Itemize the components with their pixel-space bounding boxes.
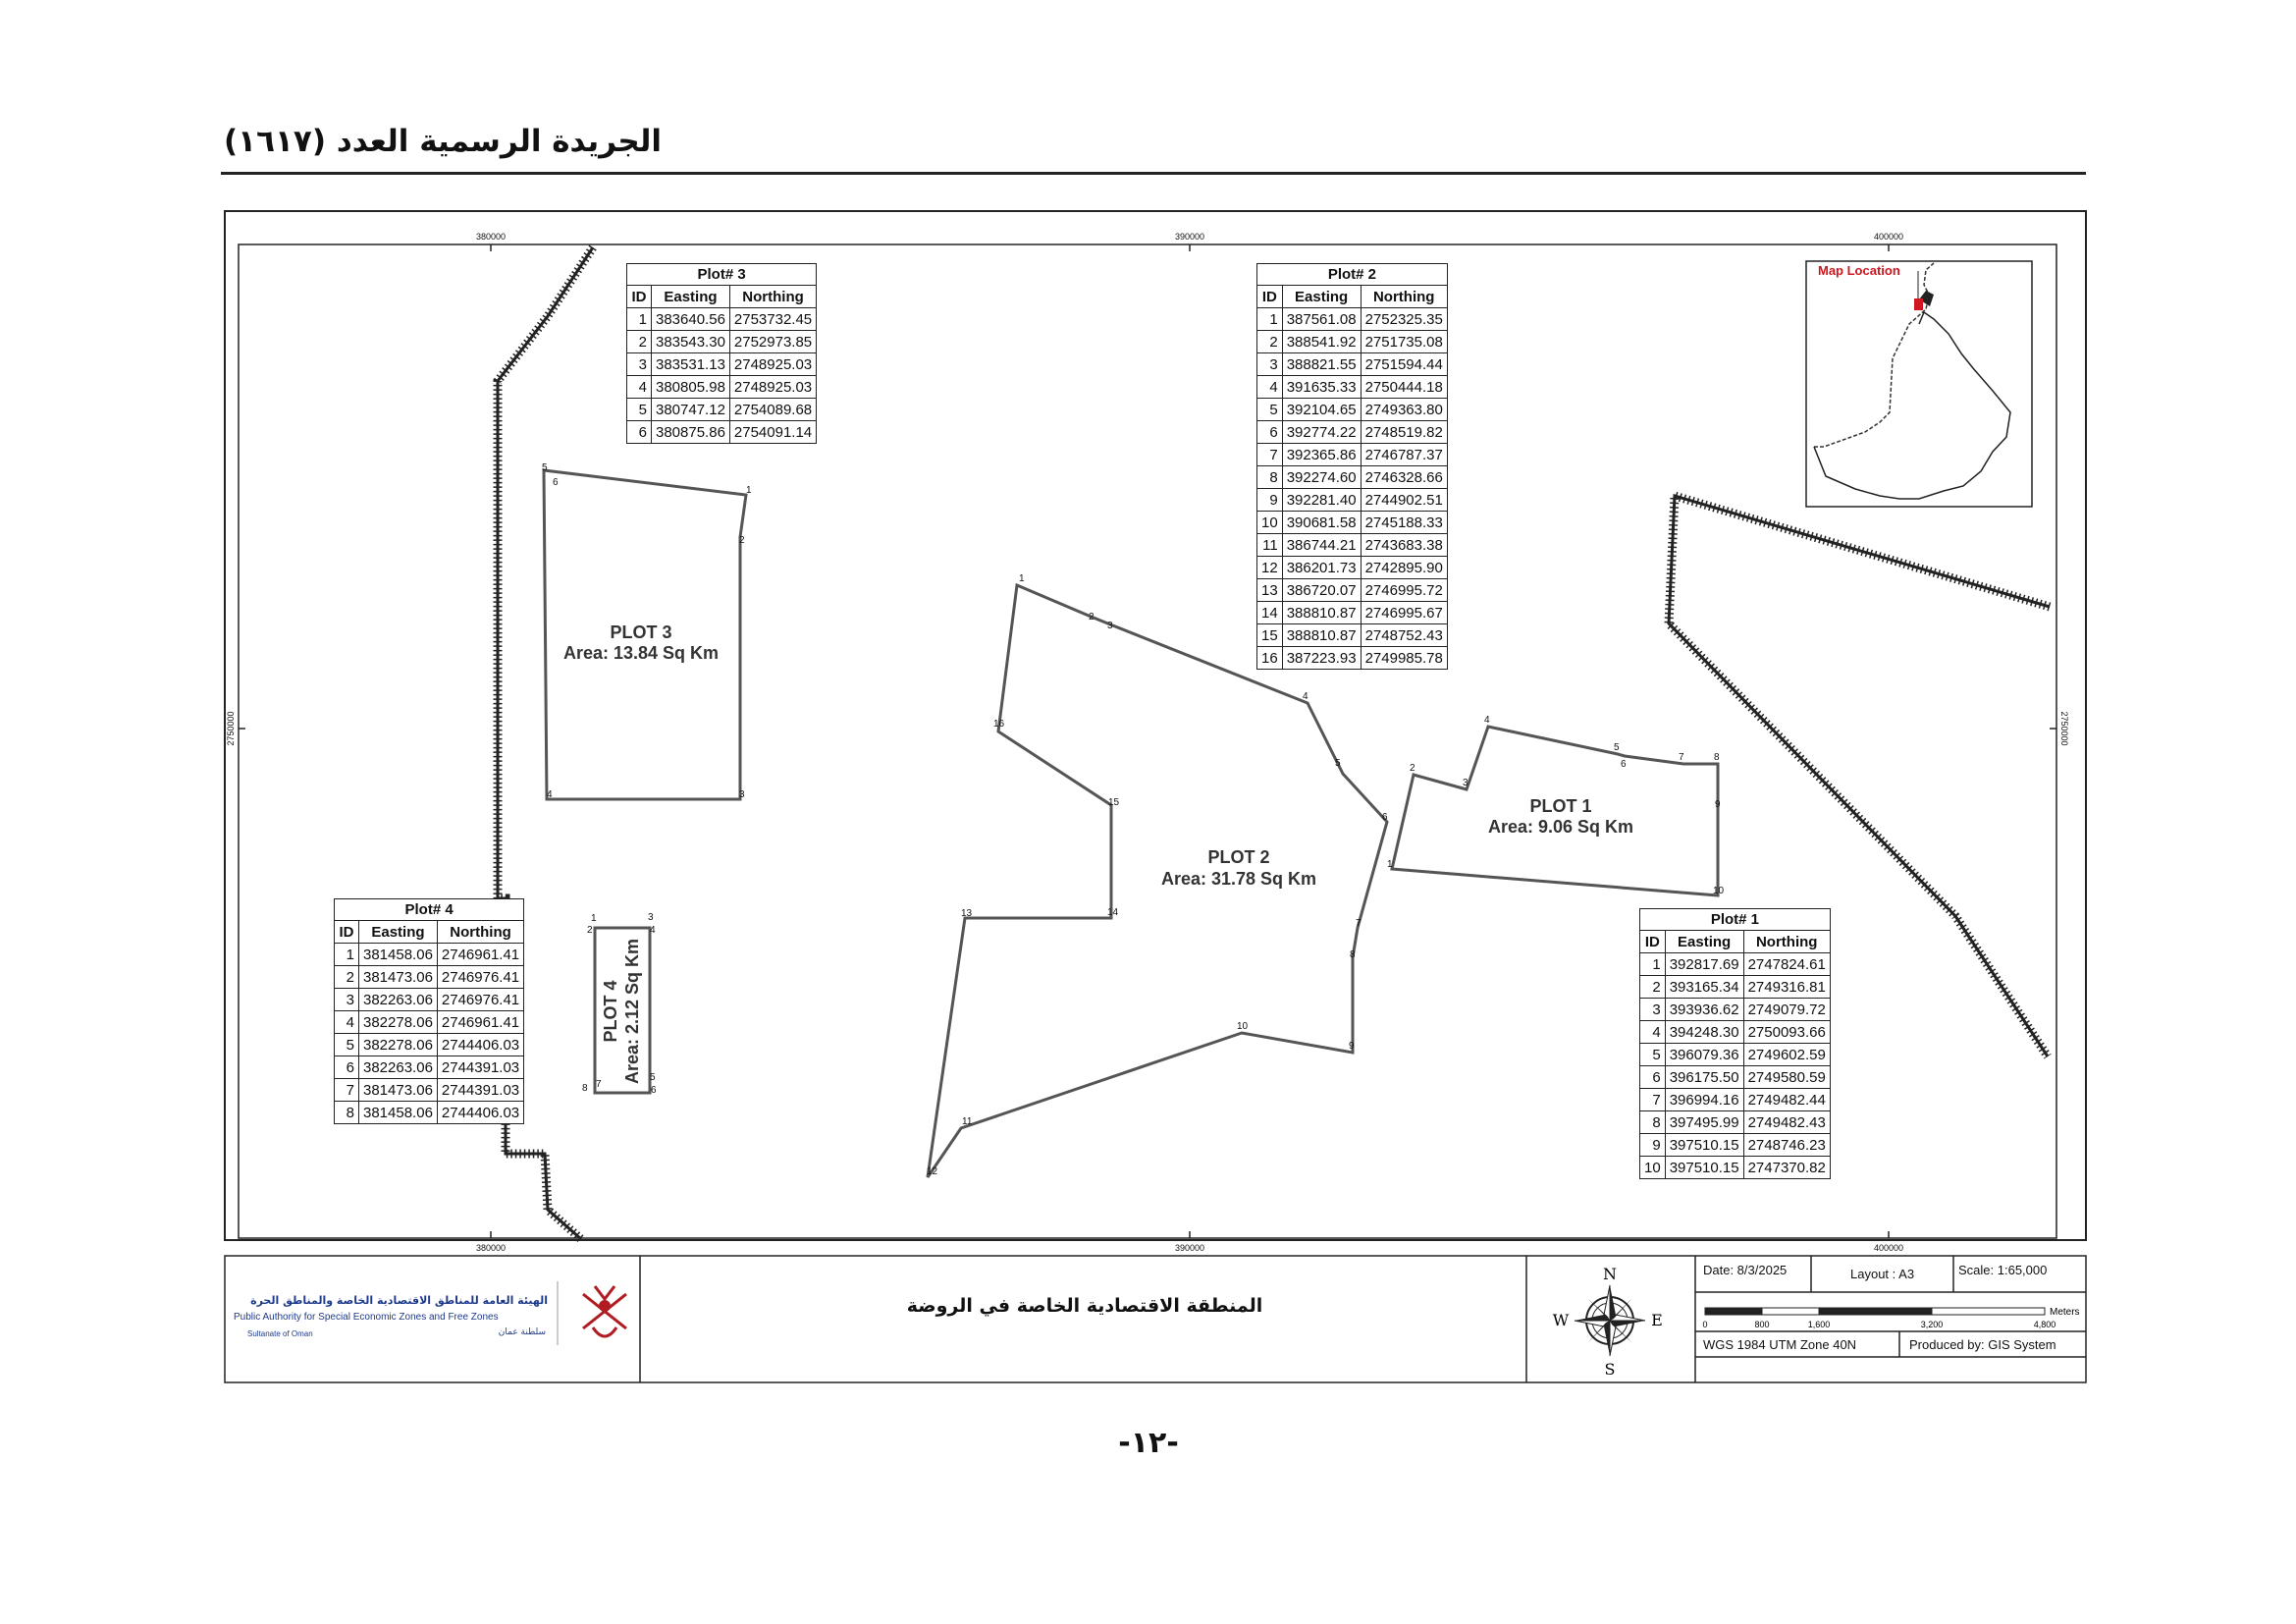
cell-easting: 390681.58 bbox=[1282, 512, 1361, 534]
vertex-label: 4 bbox=[1484, 715, 1490, 726]
cell-id: 1 bbox=[627, 308, 652, 331]
map-producer: Produced by: GIS System bbox=[1909, 1337, 2056, 1352]
col-id: ID bbox=[627, 286, 652, 308]
col-id: ID bbox=[335, 921, 359, 944]
cell-northing: 2744391.03 bbox=[437, 1079, 523, 1102]
table-row bbox=[1640, 1021, 1831, 1044]
gazette-title: الجريدة الرسمية العدد (١٦١٧) bbox=[224, 124, 662, 159]
vertex-label: 10 bbox=[1237, 1021, 1249, 1032]
vertex-label: 5 bbox=[1335, 758, 1341, 769]
cell-id: 2 bbox=[1640, 976, 1666, 999]
tick-right: 2750000 bbox=[2059, 711, 2069, 746]
vertex-label: 1 bbox=[591, 913, 597, 924]
cell-id: 16 bbox=[1257, 647, 1283, 670]
table-row bbox=[627, 399, 817, 421]
tick-bottom-1: 380000 bbox=[475, 1243, 507, 1253]
compass-w: W bbox=[1552, 1311, 1570, 1329]
cell-id: 3 bbox=[627, 353, 652, 376]
cell-northing: 2749482.43 bbox=[1743, 1111, 1830, 1134]
table-title: Plot# 2 bbox=[1256, 263, 1448, 285]
plot3-name: PLOT 3 bbox=[610, 623, 672, 642]
cell-easting: 393936.62 bbox=[1665, 999, 1743, 1021]
cell-id: 7 bbox=[1257, 444, 1283, 466]
table-row bbox=[1257, 647, 1448, 670]
cell-id: 12 bbox=[1257, 557, 1283, 579]
cell-easting: 381473.06 bbox=[359, 1079, 438, 1102]
cell-id: 8 bbox=[1257, 466, 1283, 489]
table-row bbox=[335, 966, 524, 989]
plot1-name: PLOT 1 bbox=[1529, 796, 1592, 816]
map-projection: WGS 1984 UTM Zone 40N bbox=[1703, 1337, 1857, 1352]
cell-northing: 2750444.18 bbox=[1361, 376, 1447, 399]
vertex-label: 5 bbox=[542, 462, 548, 473]
cell-easting: 382278.06 bbox=[359, 1034, 438, 1056]
table-row bbox=[1257, 579, 1448, 602]
cell-northing: 2749602.59 bbox=[1743, 1044, 1830, 1066]
table-row bbox=[1257, 421, 1448, 444]
table-row bbox=[627, 308, 817, 331]
plot2-boundary bbox=[928, 585, 1387, 1177]
table-title: Plot# 1 bbox=[1639, 908, 1831, 930]
vertex-label: 14 bbox=[1107, 907, 1119, 918]
cell-northing: 2746995.72 bbox=[1361, 579, 1447, 602]
cell-id: 1 bbox=[1640, 953, 1666, 976]
cell-id: 9 bbox=[1257, 489, 1283, 512]
cell-id: 6 bbox=[335, 1056, 359, 1079]
cell-id: 4 bbox=[627, 376, 652, 399]
cell-northing: 2746961.41 bbox=[437, 1011, 523, 1034]
cell-easting: 380875.86 bbox=[652, 421, 730, 444]
cell-northing: 2746976.41 bbox=[437, 989, 523, 1011]
vertex-label: 6 bbox=[651, 1085, 657, 1096]
cell-id: 1 bbox=[1257, 308, 1283, 331]
table-row bbox=[1640, 1044, 1831, 1066]
vertex-label: 2 bbox=[1089, 612, 1095, 623]
cell-id: 1 bbox=[335, 944, 359, 966]
cell-easting: 383640.56 bbox=[652, 308, 730, 331]
vertex-label: 8 bbox=[1714, 752, 1720, 763]
cell-id: 15 bbox=[1257, 624, 1283, 647]
table-row bbox=[1257, 512, 1448, 534]
vertex-label: 3 bbox=[739, 789, 745, 800]
table-row bbox=[1257, 399, 1448, 421]
table-row bbox=[627, 353, 817, 376]
map-scale: Scale: 1:65,000 bbox=[1958, 1263, 2048, 1277]
cell-id: 8 bbox=[1640, 1111, 1666, 1134]
cell-id: 3 bbox=[1257, 353, 1283, 376]
cell-northing: 2744406.03 bbox=[437, 1102, 523, 1124]
table-row bbox=[335, 1079, 524, 1102]
vertex-label: 7 bbox=[1679, 752, 1684, 763]
sultanate-en: Sultanate of Oman bbox=[247, 1329, 313, 1338]
table-row bbox=[1257, 534, 1448, 557]
plot2-name: PLOT 2 bbox=[1207, 847, 1270, 867]
cell-northing: 2749482.44 bbox=[1743, 1089, 1830, 1111]
cell-easting: 388810.87 bbox=[1282, 624, 1361, 647]
table-row bbox=[627, 331, 817, 353]
cell-easting: 382278.06 bbox=[359, 1011, 438, 1034]
table-row bbox=[1640, 976, 1831, 999]
cell-easting: 397510.15 bbox=[1665, 1134, 1743, 1157]
cell-easting: 382263.06 bbox=[359, 1056, 438, 1079]
cell-northing: 2744406.03 bbox=[437, 1034, 523, 1056]
sultanate-ar: سلطنة عمان bbox=[498, 1327, 546, 1337]
cell-id: 5 bbox=[1640, 1044, 1666, 1066]
compass-n: N bbox=[1603, 1265, 1617, 1283]
cell-northing: 2743683.38 bbox=[1361, 534, 1447, 557]
vertex-label: 8 bbox=[582, 1083, 588, 1094]
table-row bbox=[1640, 953, 1831, 976]
table-row bbox=[1257, 624, 1448, 647]
cell-id: 5 bbox=[1257, 399, 1283, 421]
cell-northing: 2749079.72 bbox=[1743, 999, 1830, 1021]
scalebar-unit: Meters bbox=[2050, 1307, 2080, 1318]
plot1-coordinate-table bbox=[1639, 908, 1831, 1179]
compass-s: S bbox=[1604, 1360, 1616, 1379]
tick-top-1: 380000 bbox=[475, 232, 507, 242]
tick-top-2: 390000 bbox=[1174, 232, 1205, 242]
authority-name-ar: الهيئة العامة للمناطق الاقتصادية الخاصة والمناطق الحرة bbox=[250, 1294, 548, 1307]
vertex-label: 1 bbox=[1387, 859, 1393, 870]
table-row bbox=[1257, 557, 1448, 579]
table-row bbox=[1257, 331, 1448, 353]
cell-id: 3 bbox=[335, 989, 359, 1011]
vertex-label: 13 bbox=[961, 908, 973, 919]
cell-northing: 2746787.37 bbox=[1361, 444, 1447, 466]
cell-northing: 2749985.78 bbox=[1361, 647, 1447, 670]
table-row bbox=[627, 376, 817, 399]
cell-easting: 386201.73 bbox=[1282, 557, 1361, 579]
cell-easting: 386744.21 bbox=[1282, 534, 1361, 557]
cell-easting: 392365.86 bbox=[1282, 444, 1361, 466]
table-row bbox=[335, 989, 524, 1011]
map-date: Date: 8/3/2025 bbox=[1703, 1263, 1788, 1277]
plot2-area: Area: 31.78 Sq Km bbox=[1160, 869, 1317, 889]
table-row bbox=[335, 1011, 524, 1034]
vertex-label: 3 bbox=[1463, 778, 1468, 788]
table-row bbox=[1257, 353, 1448, 376]
table-row bbox=[1257, 376, 1448, 399]
plot4-coordinate-table bbox=[334, 898, 524, 1124]
table-row bbox=[335, 1102, 524, 1124]
cell-northing: 2746961.41 bbox=[437, 944, 523, 966]
cell-northing: 2745188.33 bbox=[1361, 512, 1447, 534]
col-id: ID bbox=[1640, 931, 1666, 953]
cell-northing: 2748925.03 bbox=[729, 353, 816, 376]
cell-id: 5 bbox=[335, 1034, 359, 1056]
table-row bbox=[1257, 466, 1448, 489]
vertex-label: 2 bbox=[739, 535, 745, 546]
cell-easting: 381458.06 bbox=[359, 944, 438, 966]
cell-easting: 397510.15 bbox=[1665, 1157, 1743, 1179]
plot2-coordinate-table bbox=[1256, 263, 1448, 670]
vertex-label: 6 bbox=[553, 477, 559, 488]
cell-northing: 2748925.03 bbox=[729, 376, 816, 399]
cell-easting: 392274.60 bbox=[1282, 466, 1361, 489]
cell-northing: 2746328.66 bbox=[1361, 466, 1447, 489]
table-row bbox=[1640, 1134, 1831, 1157]
cell-easting: 388541.92 bbox=[1282, 331, 1361, 353]
scalebar-label: 0 bbox=[1702, 1320, 1708, 1329]
cell-id: 2 bbox=[627, 331, 652, 353]
cell-id: 8 bbox=[335, 1102, 359, 1124]
page-number: -١٢- bbox=[1118, 1426, 1179, 1460]
plot4-name: PLOT 4 bbox=[601, 980, 620, 1043]
cell-northing: 2749363.80 bbox=[1361, 399, 1447, 421]
cell-id: 2 bbox=[1257, 331, 1283, 353]
vertex-label: 15 bbox=[1108, 797, 1120, 808]
cell-easting: 383531.13 bbox=[652, 353, 730, 376]
cell-northing: 2754091.14 bbox=[729, 421, 816, 444]
cell-northing: 2752973.85 bbox=[729, 331, 816, 353]
cell-easting: 392281.40 bbox=[1282, 489, 1361, 512]
vertex-label: 5 bbox=[1614, 742, 1620, 753]
plot1-area: Area: 9.06 Sq Km bbox=[1487, 817, 1634, 837]
cell-easting: 396994.16 bbox=[1665, 1089, 1743, 1111]
cell-easting: 392104.65 bbox=[1282, 399, 1361, 421]
oman-emblem-icon bbox=[583, 1286, 626, 1336]
cell-easting: 381473.06 bbox=[359, 966, 438, 989]
cell-id: 2 bbox=[335, 966, 359, 989]
col-northing: Northing bbox=[1361, 286, 1447, 308]
cell-easting: 383543.30 bbox=[652, 331, 730, 353]
col-easting: Easting bbox=[652, 286, 730, 308]
tick-bottom-2: 390000 bbox=[1174, 1243, 1205, 1253]
map-layout: Layout : A3 bbox=[1850, 1267, 1915, 1281]
col-northing: Northing bbox=[1743, 931, 1830, 953]
cell-easting: 397495.99 bbox=[1665, 1111, 1743, 1134]
cell-easting: 386720.07 bbox=[1282, 579, 1361, 602]
vertex-label: 12 bbox=[927, 1166, 938, 1177]
vertex-label: 1 bbox=[1019, 573, 1025, 584]
cell-northing: 2744391.03 bbox=[437, 1056, 523, 1079]
cell-id: 14 bbox=[1257, 602, 1283, 624]
cell-easting: 380747.12 bbox=[652, 399, 730, 421]
cell-id: 10 bbox=[1640, 1157, 1666, 1179]
cell-id: 6 bbox=[627, 421, 652, 444]
cell-id: 6 bbox=[1640, 1066, 1666, 1089]
tick-left: 2750000 bbox=[226, 711, 236, 746]
scalebar-label: 1,600 bbox=[1807, 1320, 1831, 1329]
table-row bbox=[627, 421, 817, 444]
cell-easting: 387561.08 bbox=[1282, 308, 1361, 331]
cell-id: 11 bbox=[1257, 534, 1283, 557]
cell-id: 7 bbox=[1640, 1089, 1666, 1111]
cell-id: 4 bbox=[1640, 1021, 1666, 1044]
cell-easting: 392817.69 bbox=[1665, 953, 1743, 976]
tick-top-3: 400000 bbox=[1873, 232, 1904, 242]
table-row bbox=[1640, 999, 1831, 1021]
table-row bbox=[1257, 602, 1448, 624]
cell-easting: 382263.06 bbox=[359, 989, 438, 1011]
table-title: Plot# 4 bbox=[334, 898, 524, 920]
col-northing: Northing bbox=[729, 286, 816, 308]
cell-id: 9 bbox=[1640, 1134, 1666, 1157]
vertex-label: 7 bbox=[1356, 918, 1362, 929]
cell-northing: 2748746.23 bbox=[1743, 1134, 1830, 1157]
plot3-area: Area: 13.84 Sq Km bbox=[562, 643, 720, 663]
cell-northing: 2750093.66 bbox=[1743, 1021, 1830, 1044]
cell-id: 4 bbox=[1257, 376, 1283, 399]
cell-northing: 2754089.68 bbox=[729, 399, 816, 421]
vertex-label: 4 bbox=[547, 789, 553, 800]
cell-easting: 391635.33 bbox=[1282, 376, 1361, 399]
cell-northing: 2748752.43 bbox=[1361, 624, 1447, 647]
table-row bbox=[1257, 489, 1448, 512]
table-row bbox=[1640, 1066, 1831, 1089]
cell-northing: 2751735.08 bbox=[1361, 331, 1447, 353]
tick-bottom-3: 400000 bbox=[1873, 1243, 1904, 1253]
vertex-label: 4 bbox=[1303, 691, 1308, 702]
cell-northing: 2742895.90 bbox=[1361, 557, 1447, 579]
cell-northing: 2747824.61 bbox=[1743, 953, 1830, 976]
cell-northing: 2747370.82 bbox=[1743, 1157, 1830, 1179]
cell-northing: 2744902.51 bbox=[1361, 489, 1447, 512]
cell-easting: 394248.30 bbox=[1665, 1021, 1743, 1044]
cell-easting: 388821.55 bbox=[1282, 353, 1361, 376]
table-row bbox=[1640, 1089, 1831, 1111]
plot3-coordinate-table bbox=[626, 263, 817, 444]
table-row bbox=[335, 1056, 524, 1079]
cell-northing: 2752325.35 bbox=[1361, 308, 1447, 331]
col-easting: Easting bbox=[359, 921, 438, 944]
vertex-label: 7 bbox=[596, 1079, 602, 1090]
col-easting: Easting bbox=[1665, 931, 1743, 953]
cell-id: 7 bbox=[335, 1079, 359, 1102]
cell-northing: 2749316.81 bbox=[1743, 976, 1830, 999]
cell-northing: 2748519.82 bbox=[1361, 421, 1447, 444]
table-row bbox=[1257, 308, 1448, 331]
scalebar-label: 800 bbox=[1754, 1320, 1770, 1329]
cell-id: 3 bbox=[1640, 999, 1666, 1021]
table-row bbox=[1640, 1157, 1831, 1179]
vertex-label: 10 bbox=[1713, 886, 1725, 896]
cell-northing: 2746995.67 bbox=[1361, 602, 1447, 624]
cell-northing: 2751594.44 bbox=[1361, 353, 1447, 376]
vertex-label: 9 bbox=[1715, 799, 1721, 810]
col-easting: Easting bbox=[1282, 286, 1361, 308]
inset-label: Map Location bbox=[1818, 263, 1900, 278]
vertex-label: 9 bbox=[1349, 1041, 1355, 1052]
cell-id: 13 bbox=[1257, 579, 1283, 602]
vertex-label: 5 bbox=[650, 1072, 656, 1083]
col-id: ID bbox=[1257, 286, 1283, 308]
cell-northing: 2753732.45 bbox=[729, 308, 816, 331]
vertex-label: 11 bbox=[962, 1116, 973, 1127]
vertex-label: 8 bbox=[1350, 949, 1356, 960]
table-row bbox=[335, 1034, 524, 1056]
compass-e: E bbox=[1651, 1311, 1663, 1329]
cell-easting: 381458.06 bbox=[359, 1102, 438, 1124]
vertex-label: 6 bbox=[1382, 812, 1388, 823]
cell-easting: 387223.93 bbox=[1282, 647, 1361, 670]
cell-easting: 388810.87 bbox=[1282, 602, 1361, 624]
inset-location-map bbox=[1806, 261, 2032, 507]
scale-bar bbox=[1705, 1308, 2045, 1315]
scalebar-label: 4,800 bbox=[2033, 1320, 2056, 1329]
cell-easting: 380805.98 bbox=[652, 376, 730, 399]
vertex-label: 6 bbox=[1621, 759, 1627, 770]
vertex-label: 1 bbox=[746, 485, 752, 496]
map-title: المنطقة الاقتصادية الخاصة في الروضة bbox=[906, 1295, 1263, 1317]
vertex-label: 4 bbox=[650, 925, 656, 936]
scalebar-label: 3,200 bbox=[1920, 1320, 1944, 1329]
vertex-label: 2 bbox=[1410, 763, 1415, 774]
authority-name-en: Public Authority for Special Economic Zones and Free Zones bbox=[234, 1312, 499, 1323]
cell-id: 4 bbox=[335, 1011, 359, 1034]
cell-id: 6 bbox=[1257, 421, 1283, 444]
cell-easting: 396175.50 bbox=[1665, 1066, 1743, 1089]
vertex-label: 16 bbox=[993, 719, 1005, 730]
plot4-area: Area: 2.12 Sq Km bbox=[622, 938, 642, 1085]
cell-northing: 2749580.59 bbox=[1743, 1066, 1830, 1089]
cell-easting: 392774.22 bbox=[1282, 421, 1361, 444]
col-northing: Northing bbox=[437, 921, 523, 944]
vertex-label: 3 bbox=[648, 912, 654, 923]
vertex-label: 2 bbox=[587, 925, 593, 936]
cell-id: 10 bbox=[1257, 512, 1283, 534]
table-row bbox=[335, 944, 524, 966]
cell-id: 5 bbox=[627, 399, 652, 421]
vertex-label: 3 bbox=[1107, 621, 1113, 631]
cell-easting: 393165.34 bbox=[1665, 976, 1743, 999]
cell-northing: 2746976.41 bbox=[437, 966, 523, 989]
table-title: Plot# 3 bbox=[626, 263, 817, 285]
compass-rose-icon bbox=[1575, 1285, 1645, 1356]
table-row bbox=[1257, 444, 1448, 466]
cell-easting: 396079.36 bbox=[1665, 1044, 1743, 1066]
table-row bbox=[1640, 1111, 1831, 1134]
